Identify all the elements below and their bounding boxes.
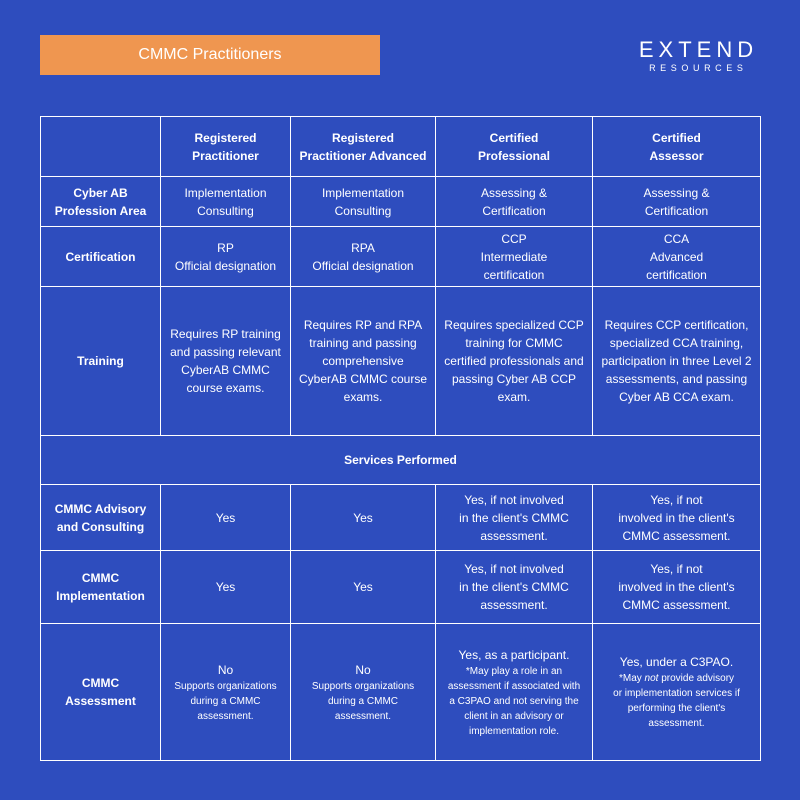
services-performed-heading: Services Performed [41,436,761,485]
table-cell: Yes [291,551,436,624]
table-cell: CCA Advanced certification [593,227,761,287]
table-cell [161,624,291,761]
row-header-assessment: CMMC Assessment [41,624,161,761]
table-cell: Yes, if not involved in the client's CMMC assessment. [436,485,593,551]
table-row [41,485,761,551]
table-cell: Yes, if not involved in the client's CMMC assessment. [436,551,593,624]
column-header-rpa: Registered Practitioner Advanced [291,117,436,177]
logo-main-text: EXTEND [638,37,759,62]
column-header-rp: Registered Practitioner [161,117,291,177]
table-row [41,177,761,227]
table-cell: Requires RP and RPA training and passing comprehensive CyberAB CMMC course exams. [291,287,436,436]
row-header-certification: Certification [41,227,161,287]
table-cell [291,624,436,761]
cell-main-text: No [355,662,371,677]
table-cell: Yes [161,551,291,624]
table-cell: Yes, if not involved in the client's CMMC assessment. [593,551,761,624]
table-cell: Requires CCP certification, specialized CCA training, participation in three Level 2 assessments, and passing Cyber AB CCA exam. [593,287,761,436]
note-prefix: *May [618,673,645,684]
table-cell: Yes [291,485,436,551]
title-banner [40,35,380,75]
cell-note-text: Supports organizations during a CMMC assessment. [311,680,415,722]
row-header-advisory: CMMC Advisory and Consulting [41,485,161,551]
note-emphasis: not [644,673,659,684]
table-row [41,624,761,761]
table-cell [593,624,761,761]
practitioner-comparison-table [40,116,761,761]
table-cell: Implementation Consulting [161,177,291,227]
table-cell: RPA Official designation [291,227,436,287]
table-cell: Yes, if not involved in the client's CMMC assessment. [593,485,761,551]
table-header-row [41,117,761,177]
section-row [41,436,761,485]
column-header-cca: Certified Assessor [593,117,761,177]
logo-sub-text: RESOURCES [649,63,748,73]
cell-note-text: Supports organizations during a CMMC assessment. [174,680,277,722]
cell-note-text [595,671,758,731]
row-header-implementation: CMMC Implementation [41,551,161,624]
table-cell: CCP Intermediate certification [436,227,593,287]
table-cell: Implementation Consulting [291,177,436,227]
note-suffix: provide advisory or implementation services if performing the client's assessment. [613,673,740,729]
column-header-ccp: Certified Professional [436,117,593,177]
table-row [41,287,761,436]
page-title: CMMC Practitioners [138,46,282,63]
table-row [41,551,761,624]
row-header-training: Training [41,287,161,436]
table-cell: Assessing & Certification [436,177,593,227]
extend-resources-logo [632,38,760,74]
table-cell [436,624,593,761]
cell-main-text: Yes, under a C3PAO. [619,655,734,669]
table-cell: Yes [161,485,291,551]
table-cell: Requires specialized CCP training for CMMC certified professionals and passing Cyber AB CCP exam. [436,287,593,436]
table-row [41,227,761,287]
table-cell: Requires RP training and passing relevant CyberAB CMMC course exams. [161,287,291,436]
cell-main-text: No [217,662,234,677]
cell-main-text: Yes, as a participant. [458,647,570,662]
corner-cell [41,117,161,177]
row-header-profession-area: Cyber AB Profession Area [41,177,161,227]
table-cell: Assessing & Certification [593,177,761,227]
cell-note-text: *May play a role in an assessment if associated with a C3PAO and not serving the client in an advisory or implementation role. [447,665,581,737]
table-cell: RP Official designation [161,227,291,287]
